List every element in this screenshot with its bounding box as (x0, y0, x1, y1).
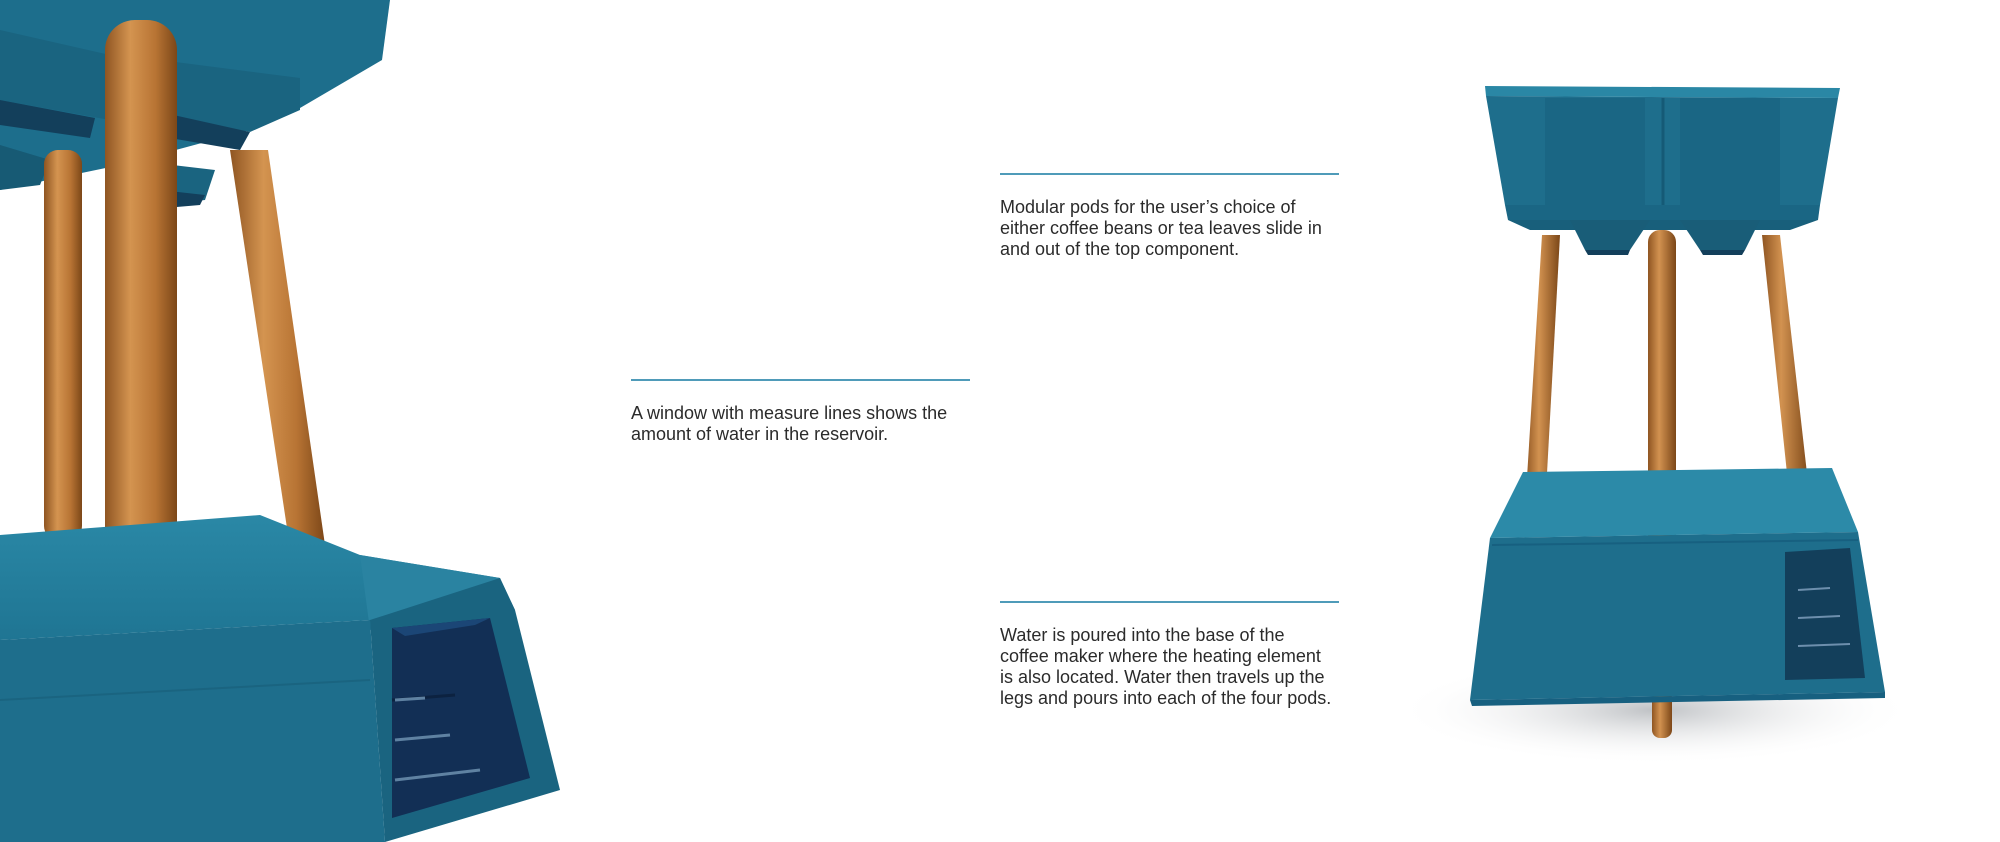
product-full-image (1380, 70, 1930, 810)
product-closeup-image (0, 0, 570, 842)
callout-divider (1000, 601, 1339, 603)
base-component (1470, 468, 1885, 706)
callout-text: A window with measure lines shows the amount of water in the reservoir. (631, 403, 948, 444)
callout-text: Water is poured into the base of the coffee maker where the heating element is also located. Water then travels up the legs and pours into each of the four pods. (1000, 625, 1332, 708)
callout-text: Modular pods for the user’s choice of either coffee beans or tea leaves slide in and out of the top component. (1000, 197, 1322, 259)
callout-divider (1000, 173, 1339, 175)
callout-divider (631, 379, 970, 381)
top-component (1485, 86, 1840, 255)
base-component (0, 515, 560, 842)
